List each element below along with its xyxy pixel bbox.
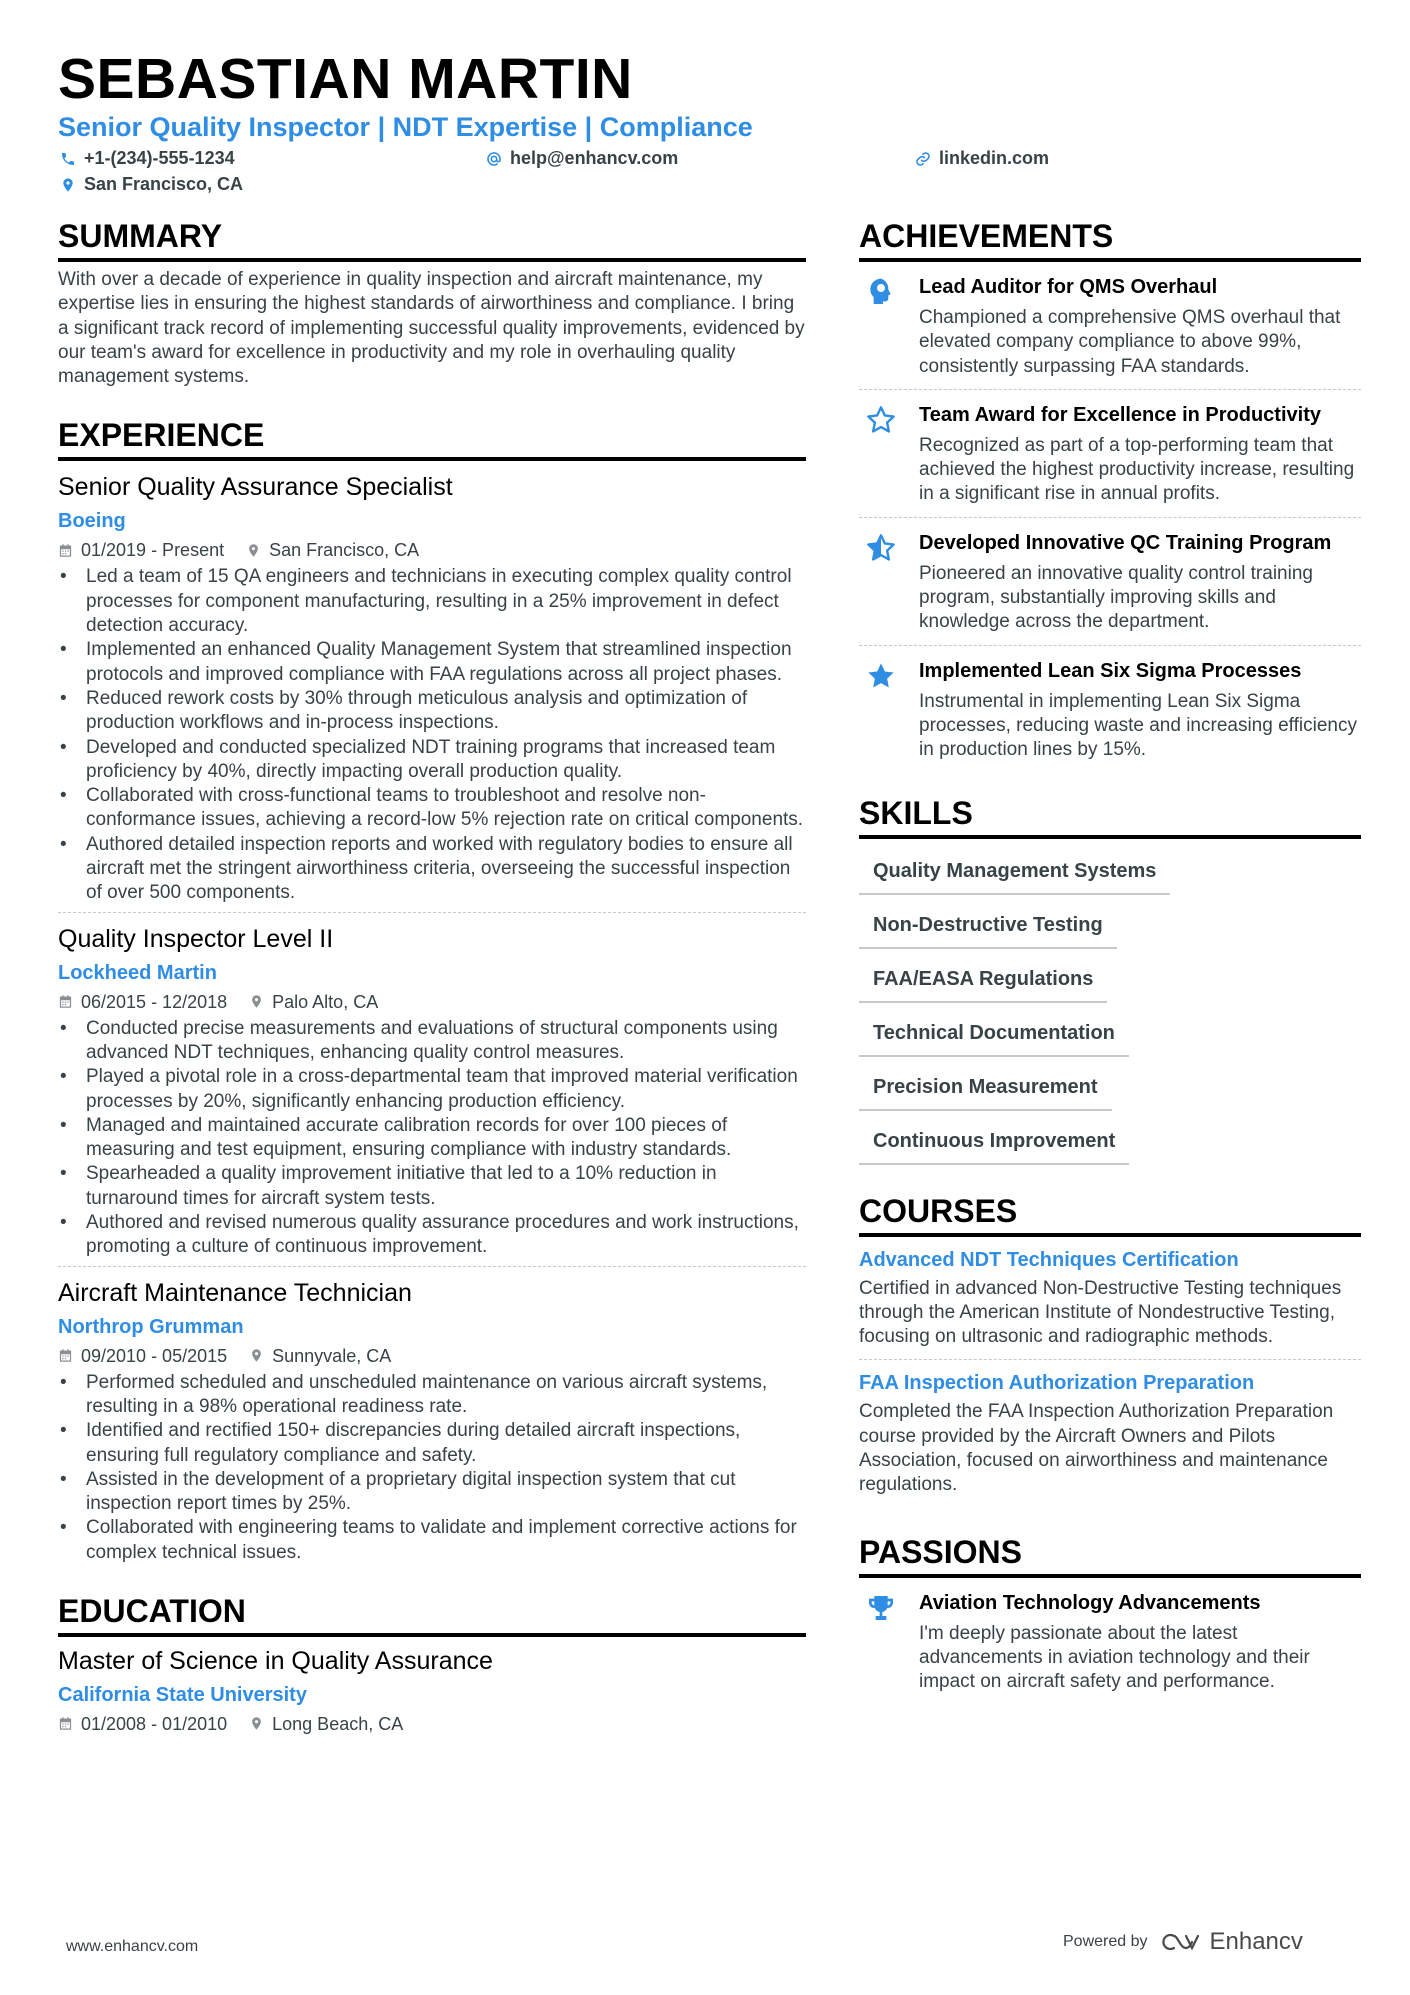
course-item	[859, 1237, 1361, 1361]
enhancv-logo[interactable]	[1160, 1928, 1303, 1956]
skills-title: SKILLS	[859, 793, 1361, 839]
achievement-title: Lead Auditor for QMS Overhaul	[919, 276, 1218, 298]
job-location	[246, 537, 419, 563]
location-pin-icon	[249, 1348, 264, 1363]
course-title: Advanced NDT Techniques Certification	[859, 1248, 1239, 1271]
job-location	[249, 1343, 391, 1369]
bullet: • Developed and conducted specialized NDT training programs that increased team proficiency by 40%, directly impacting overall production quality.	[58, 736, 806, 785]
enhancv-logo-icon	[1160, 1930, 1204, 1954]
skill-tag: FAA/EASA Regulations	[859, 957, 1107, 1003]
experience-item	[58, 913, 806, 1267]
job-role: Quality Inspector Level II	[58, 924, 334, 953]
education-location	[249, 1711, 403, 1737]
achievement-item	[859, 390, 1361, 518]
star-half-icon	[865, 532, 897, 564]
skill-tag: Precision Measurement	[859, 1065, 1112, 1111]
bullet: • Assisted in the development of a proprietary digital inspection system that cut inspection report times by 25%.	[58, 1468, 806, 1517]
job-bullets	[58, 565, 806, 905]
bullet: • Managed and maintained accurate calibration records for over 100 pieces of measuring and test equipment, ensuring compliance with industry standards.	[58, 1114, 806, 1163]
star-filled-icon	[865, 660, 897, 692]
job-location	[249, 989, 378, 1015]
skill-tag: Technical Documentation	[859, 1011, 1129, 1057]
calendar-icon	[58, 543, 73, 558]
education-title: EDUCATION	[58, 1591, 806, 1637]
passion-title: Aviation Technology Advancements	[919, 1591, 1261, 1614]
achievement-desc: Pioneered an innovative quality control training program, substantially improving skills and knowledge across the department.	[919, 562, 1313, 633]
contact-location	[60, 174, 243, 195]
linkedin-text[interactable]: linkedin.com	[939, 148, 1050, 168]
right-column	[859, 216, 1361, 1705]
powered-by-text: Powered by	[1063, 1933, 1148, 1950]
courses-title: COURSES	[859, 1191, 1361, 1237]
bullet: • Reduced rework costs by 30% through meticulous analysis and optimization of production workflows and in-process inspections.	[58, 687, 806, 736]
job-dates-text: 01/2019 - Present	[81, 540, 225, 561]
location-text: San Francisco, CA	[84, 174, 244, 194]
job-meta	[58, 537, 806, 563]
bullet: • Collaborated with cross-functional teams to troubleshoot and resolve non-conformance issues, achieving a record-low 5% rejection rate on critical components.	[58, 784, 806, 833]
achievement-icon-wrap	[859, 274, 903, 379]
course-desc: Completed the FAA Inspection Authorization Preparation course provided by the Aircraft Owners and Pilots Association, focused on airworthiness and maintenance regulations.	[859, 1401, 1334, 1496]
location-pin-icon	[249, 994, 264, 1009]
passion-icon-wrap	[859, 1590, 903, 1695]
passions-section	[859, 1532, 1361, 1705]
star-outline-icon	[865, 404, 897, 436]
contact-phone	[60, 148, 235, 169]
head-icon	[865, 276, 897, 308]
job-dates-text: 06/2015 - 12/2018	[81, 991, 228, 1012]
experience-list	[58, 461, 806, 1571]
achievement-title: Developed Innovative QC Training Program	[919, 531, 1332, 554]
education-dates	[58, 1711, 227, 1737]
course-item	[859, 1360, 1361, 1507]
achievements-title: ACHIEVEMENTS	[859, 216, 1361, 262]
achievement-desc: Recognized as part of a top-performing team that achieved the highest productivity increase, resulting in a significant rise in annual profits.	[919, 434, 1355, 505]
bullet: • Authored detailed inspection reports and worked with regulatory bodies to ensure all aircraft met the stringent airworthiness criteria, overseeing the successful inspection of over 500 components.	[58, 833, 806, 906]
summary-title: SUMMARY	[58, 216, 806, 262]
phone-text: +1-(234)-555-1234	[84, 148, 235, 168]
bullet: • Spearheaded a quality improvement initiative that led to a 10% reduction in turnaround times for aircraft system tests.	[58, 1162, 806, 1211]
education-location-text: Long Beach, CA	[272, 1713, 404, 1734]
experience-section	[58, 415, 806, 1571]
left-column	[58, 216, 806, 1737]
job-meta	[58, 989, 806, 1015]
education-meta	[58, 1711, 806, 1737]
achievement-icon-wrap	[859, 658, 903, 763]
calendar-icon	[58, 994, 73, 1009]
degree: Master of Science in Quality Assurance	[58, 1646, 493, 1675]
candidate-name: SEBASTIAN MARTIN	[58, 47, 633, 111]
experience-item	[58, 461, 806, 912]
achievement-item	[859, 518, 1361, 646]
achievement-title: Implemented Lean Six Sigma Processes	[919, 659, 1302, 682]
trophy-icon	[865, 1592, 897, 1624]
education-item	[58, 1637, 806, 1737]
location-pin-icon	[60, 177, 76, 193]
achievement-icon-wrap	[859, 530, 903, 635]
job-role: Aircraft Maintenance Technician	[58, 1278, 412, 1307]
job-company: Boeing	[58, 510, 126, 533]
footer-branding	[1063, 1928, 1303, 1956]
job-role: Senior Quality Assurance Specialist	[58, 473, 453, 502]
school: California State University	[58, 1683, 307, 1706]
headline: Senior Quality Inspector | NDT Expertise | Compliance	[58, 112, 753, 142]
course-desc: Certified in advanced Non-Destructive Testing techniques through the American Institute of Nondestructive Testing, focusing on ultrasonic and radiographic methods.	[859, 1277, 1342, 1348]
contact-email[interactable]	[486, 148, 678, 169]
job-dates	[58, 989, 227, 1015]
achievement-title: Team Award for Excellence in Productivity	[919, 403, 1321, 426]
education-section	[58, 1591, 806, 1737]
calendar-icon	[58, 1716, 73, 1731]
summary-section	[58, 216, 806, 389]
footer-website[interactable]: www.enhancv.com	[66, 1938, 199, 1955]
skill-tag: Non-Destructive Testing	[859, 903, 1117, 949]
bullet: • Led a team of 15 QA engineers and technicians in executing complex quality control processes for component manufacturing, resulting in a 25% improvement in defect detection accuracy.	[58, 565, 806, 638]
enhancv-brand-text: Enhancv	[1209, 1928, 1303, 1955]
job-dates	[58, 1343, 227, 1369]
job-dates	[58, 537, 224, 563]
skills-section	[859, 793, 1361, 1173]
job-bullets	[58, 1371, 806, 1565]
bullet: • Implemented an enhanced Quality Management System that streamlined inspection protocols and improved compliance with FAA regulations across all project phases.	[58, 638, 806, 687]
summary-text: With over a decade of experience in quality inspection and aircraft maintenance, my expertise lies in ensuring the highest standards of airworthiness and compliance. I bring a significant track record of implementing successful quality improvements, evidenced by our team's award for excellence in productivity and my role in overhauling quality management systems.	[58, 269, 805, 388]
achievement-item	[859, 646, 1361, 773]
contact-linkedin[interactable]	[915, 148, 1049, 169]
job-bullets	[58, 1017, 806, 1260]
job-dates-text: 09/2010 - 05/2015	[81, 1345, 228, 1366]
skills-list	[859, 849, 1361, 1173]
phone-icon	[60, 151, 76, 167]
at-icon	[486, 151, 502, 167]
education-dates-text: 01/2008 - 01/2010	[81, 1713, 228, 1734]
skill-tag: Quality Management Systems	[859, 849, 1170, 895]
link-icon	[915, 151, 931, 167]
job-location-text: Sunnyvale, CA	[272, 1345, 392, 1366]
passion-desc: I'm deeply passionate about the latest advancements in aviation technology and their impact on aircraft safety and performance.	[919, 1622, 1310, 1693]
bullet: • Performed scheduled and unscheduled maintenance on various aircraft systems, resulting in a 98% operational readiness rate.	[58, 1371, 806, 1420]
achievement-item	[859, 262, 1361, 390]
email-text[interactable]: help@enhancv.com	[510, 148, 679, 168]
bullet: • Conducted precise measurements and evaluations of structural components using advanced NDT techniques, enhancing quality control measures.	[58, 1017, 806, 1066]
calendar-icon	[58, 1348, 73, 1363]
achievement-desc: Instrumental in implementing Lean Six Sigma processes, reducing waste and increasing efficiency in production lines by 15%.	[919, 690, 1357, 761]
location-pin-icon	[249, 1716, 264, 1731]
courses-section	[859, 1191, 1361, 1508]
achievements-section	[859, 216, 1361, 773]
experience-title: EXPERIENCE	[58, 415, 806, 461]
experience-item	[58, 1267, 806, 1571]
bullet: • Identified and rectified 150+ discrepancies during detailed aircraft inspections, ensuring full regulatory compliance and safety.	[58, 1419, 806, 1468]
bullet: • Played a pivotal role in a cross-departmental team that improved material verification processes by 20%, significantly enhancing production efficiency.	[58, 1065, 806, 1114]
passion-item	[859, 1578, 1361, 1705]
course-title: FAA Inspection Authorization Preparation	[859, 1372, 1255, 1395]
job-company: Northrop Grumman	[58, 1315, 244, 1338]
job-company: Lockheed Martin	[58, 961, 217, 984]
bullet: • Collaborated with engineering teams to validate and implement corrective actions for complex technical issues.	[58, 1516, 806, 1565]
job-meta	[58, 1343, 806, 1369]
job-location-text: San Francisco, CA	[269, 540, 420, 561]
passions-title: PASSIONS	[859, 1532, 1361, 1578]
achievement-desc: Championed a comprehensive QMS overhaul that elevated company compliance to above 99%, consistently surpassing FAA standards.	[919, 307, 1341, 377]
skill-tag: Continuous Improvement	[859, 1119, 1129, 1165]
location-pin-icon	[246, 543, 261, 558]
job-location-text: Palo Alto, CA	[272, 991, 379, 1012]
bullet: • Authored and revised numerous quality assurance procedures and work instructions, promoting a culture of continuous improvement.	[58, 1211, 806, 1260]
achievement-icon-wrap	[859, 402, 903, 507]
